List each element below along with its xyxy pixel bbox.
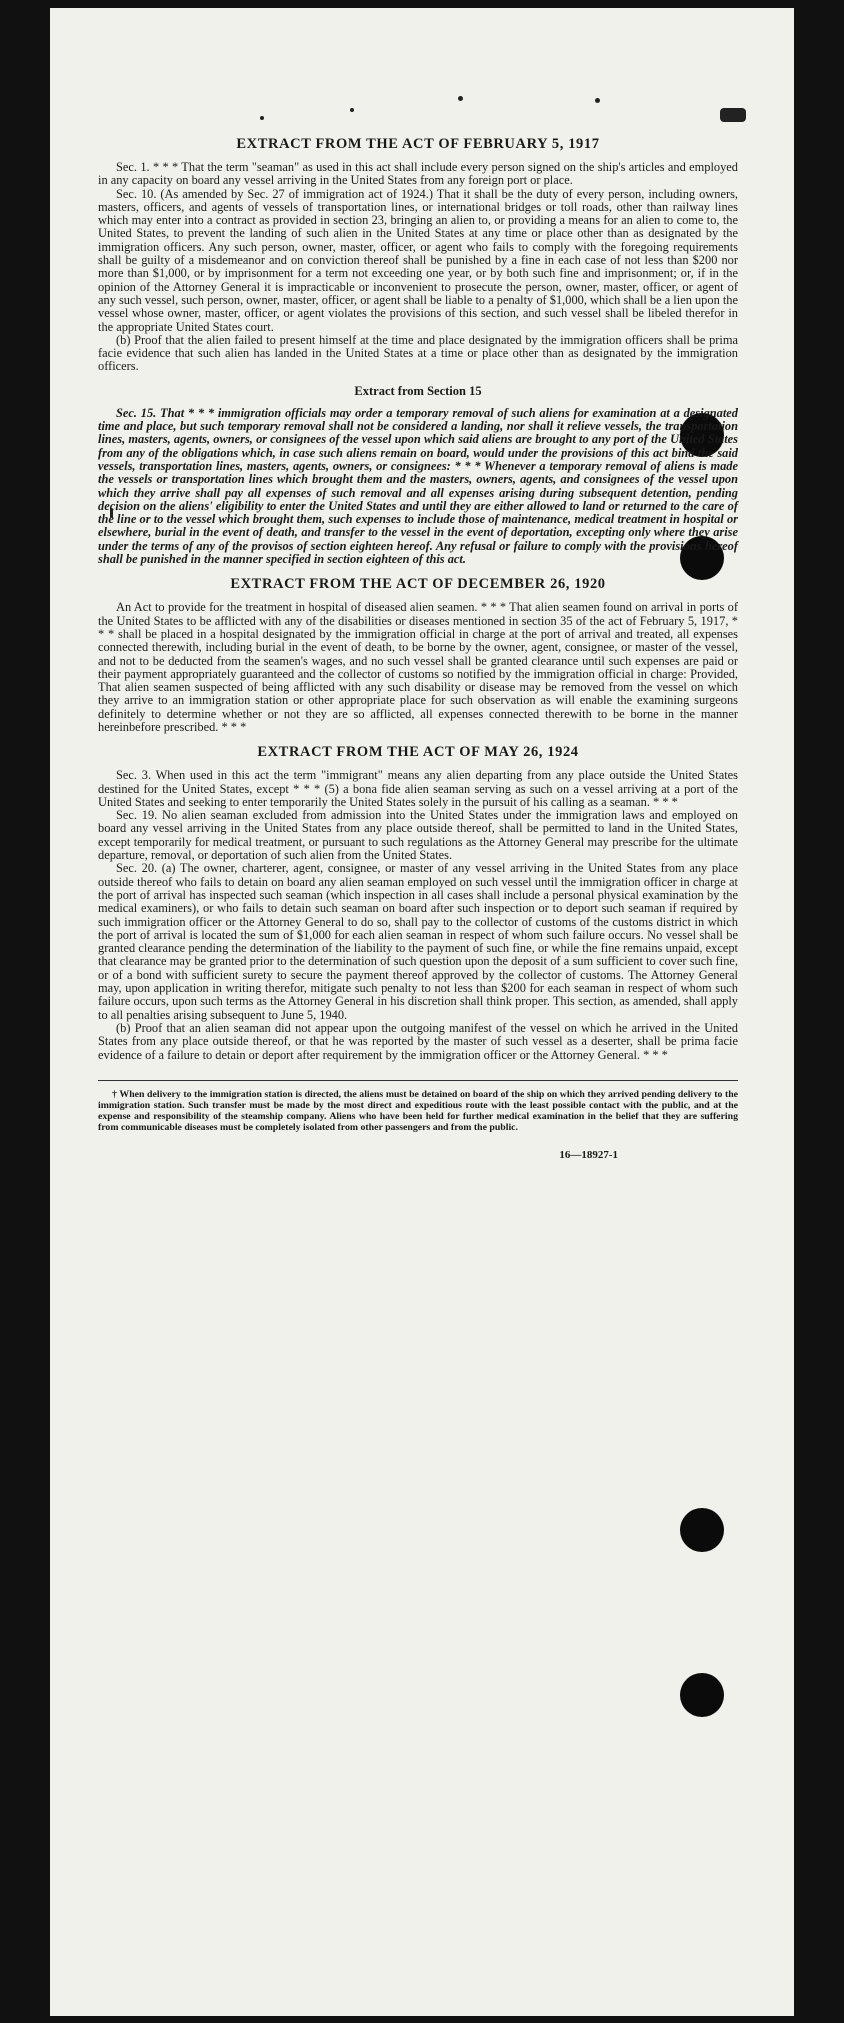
form-code: 16—18927-1 xyxy=(559,1148,618,1161)
section-heading: EXTRACT FROM THE ACT OF DECEMBER 26, 1920 xyxy=(230,576,606,593)
document-body xyxy=(98,136,738,1161)
speck-mark xyxy=(350,108,354,112)
paragraph: Sec. 19. No alien seaman excluded from admission into the United States under the immigration laws and employed on board any vessel arriving in the United States from any place outside thereof, shall be permitted to land in the United States, except temporarily for medical treatment, or pursuant to such regulations as the Attorney General may prescribe for the ultimate departure, removal, or deportation of such alien from the United States. xyxy=(98,808,738,863)
paragraph: An Act to provide for the treatment in hospital of diseased alien seamen. * * * That alien seamen found on arrival in ports of the United States to be afflicted with any of the disabilities or diseases mentioned in section 35 of the act of February 5, 1917, * * * shall be placed in a hospital designated by the immigration official in charge at the port of arrival and treated, all expenses connected therewith, including burial in the event of death, to be borne by the owner, agent, consignee, or master of the vessel, and not to be deducted from the seamen's wages, and no such vessel shall be granted clearance until such expenses are paid or their payment appropriately guaranteed and the collector of customs so notified by the immigration official in charge: Provided, That alien seamen suspected of being afflicted with any such disability or disease may be removed from the vessel on which they arrive to an immigration station or other appropriate place for such observation as will enable the examining surgeons definitely to determine whether or not they are so afflicted, all expenses connected therewith to be borne in the manner hereinbefore prescribed. * * * xyxy=(98,600,738,734)
paragraph: Sec. 3. When used in this act the term "immigrant" means any alien departing from any place outside the United States destined for the United States, except * * * (5) a bona fide alien seaman serving as such on a vessel arriving at a port of the United States and seeking to enter temporarily the United States solely in the pursuit of his calling as a seaman. * * * xyxy=(98,768,738,809)
paragraph: Sec. 15. That * * * immigration officials may order a temporary removal of such aliens for examination at a designated time and place, but such temporary removal shall not be considered a landing, nor shall it relieve vessels, the transportation lines, masters, agents, owners, or consignees of the vessel upon which said aliens are brought to any port of the United States from any of the obligations which, in case such aliens remain on board, would under the provisions of this act bind the said vessels, transportation lines, masters, agents, owners, or consignees: * * * Whenever a temporary removal of aliens is made the vessels or transportation lines which brought them and the masters, owners, agents, and consignees of the vessel upon which they arrive shall pay all expenses of such removal and all expenses arising during subsequent detention, pending decision on the aliens' eligibility to enter the United States and until they are either allowed to land or returned to the care of the line or to the vessel which brought them, such expenses to include those of maintenance, medical treatment in hospital or elsewhere, burial in the event of death, and transfer to the vessel in the event of deportation, excepting only where they arise under the terms of any of the provisos of section eighteen hereof. Any refusal or failure to comply with the provisions hereof shall be punished in the manner specified in section eighteen of this act. xyxy=(98,405,738,567)
section-act-1917 xyxy=(98,136,738,374)
paragraph: Sec. 20. (a) The owner, charterer, agent, consignee, or master of any vessel arriving in the United States from any place outside thereof who fails to detain on board any alien seaman employed on such vessel until the immigration officer in charge at the port of arrival has inspected such seaman (which inspection in all cases shall include a personal physical examination by the medical examiners), or who fails to detain such seaman on board after such inspection or to deport such seaman if required by such immigration officer or the Attorney General to do so, shall pay to the collector of customs of the customs district in which the port of arrival is located the sum of $1,000 for each alien seaman in respect of whom such failure occurs. No vessel shall be granted clearance pending the determination of the liability to the payment of such fine, or while the fine remains unpaid, except that clearance may be granted prior to the determination of such question upon the deposit of a sum sufficient to cover such fine, or of a bond with sufficient surety to secure the payment thereof approved by the collector of customs. The Attorney General may, upon application in writing therefor, mitigate such penalty to not less than $200 for each seaman in respect of whom such failure occurs, upon such terms as the Attorney General in his discretion shall think proper. This section, as amended, shall apply to all penalties arising subsequent to June 5, 1940. xyxy=(98,861,738,1022)
paragraph: Sec. 1. * * * That the term "seaman" as used in this act shall include every person signed on the ship's articles and employed in any capacity on board any vessel arriving in the United States from any foreign port or place. xyxy=(98,160,738,188)
section-heading: EXTRACT FROM THE ACT OF MAY 26, 1924 xyxy=(257,744,579,761)
paragraph: (b) Proof that the alien failed to present himself at the time and place designated by the immigration officers shall be prima facie evidence that such alien has landed in the United States at a time or place other than as designated by the immigration officers. xyxy=(98,332,738,374)
speck-mark xyxy=(458,96,463,101)
section-heading: EXTRACT FROM THE ACT OF FEBRUARY 5, 1917 xyxy=(236,136,600,152)
punch-hole-bottom xyxy=(680,1673,724,1717)
speck-mark xyxy=(260,116,264,120)
corner-mark xyxy=(720,108,746,122)
paragraph: Sec. 10. (As amended by Sec. 27 of immigration act of 1924.) That it shall be the duty of every person, including owners, masters, officers, and agents of vessels of transportation lines, or international bridges or toll roads, other than railway lines which may enter into a contract as provided in section 23, bringing an alien to, or providing a means for an alien to come to, the United States, to prevent the landing of such alien in the United States at any time or place other than as designated by the immigration officers. Any such person, owner, master, officer, or agent who fails to comply with the foregoing requirements shall be guilty of a misdemeanor and on conviction thereof shall be punished by a fine in each case of not less than $200 nor more than $1,000, or by imprisonment for a term not exceeding one year, or by both such fine and imprisonment; or, if in the opinion of the Attorney General it is impracticable or inconvenient to prosecute the person, owner, master, officer, or agent of any such vessel, such person, owner, master, officer, or agent shall be liable to a penalty of $1,000, which shall be a lien upon the vessel whose owner, master, officer, or agent violates the provisions of this section, and such vessel shall be libeled therefor in the appropriate United States court. xyxy=(98,186,739,334)
section-heading: Extract from Section 15 xyxy=(354,383,482,398)
section-act-1924 xyxy=(98,744,738,1062)
punch-hole-lower xyxy=(680,1508,724,1552)
footnote xyxy=(98,1080,738,1133)
section-extract-15 xyxy=(98,384,738,567)
speck-mark xyxy=(595,98,600,103)
footnote-text: † When delivery to the immigration station is directed, the aliens must be detained on board of the ship on which they arrived pending delivery to the immigration station. Such transfer must be made by the most direct and expeditious route with the least possible contact with the public, and at the expense and responsibility of the steamship company. Aliens who have been held for further medical examination in the belief that they are suffering from communicable diseases must be completely isolated from other passengers and from the public. xyxy=(98,1088,738,1133)
paragraph: (b) Proof that an alien seaman did not appear upon the outgoing manifest of the vessel on which he arrived in the United States from any place outside thereof, or that he was reported by the master of such vessel as a deserter, shall be prima facie evidence of a failure to detain or deport after requirement by the immigration officer or the Attorney General. * * * xyxy=(98,1020,738,1062)
section-act-1920 xyxy=(98,576,738,734)
